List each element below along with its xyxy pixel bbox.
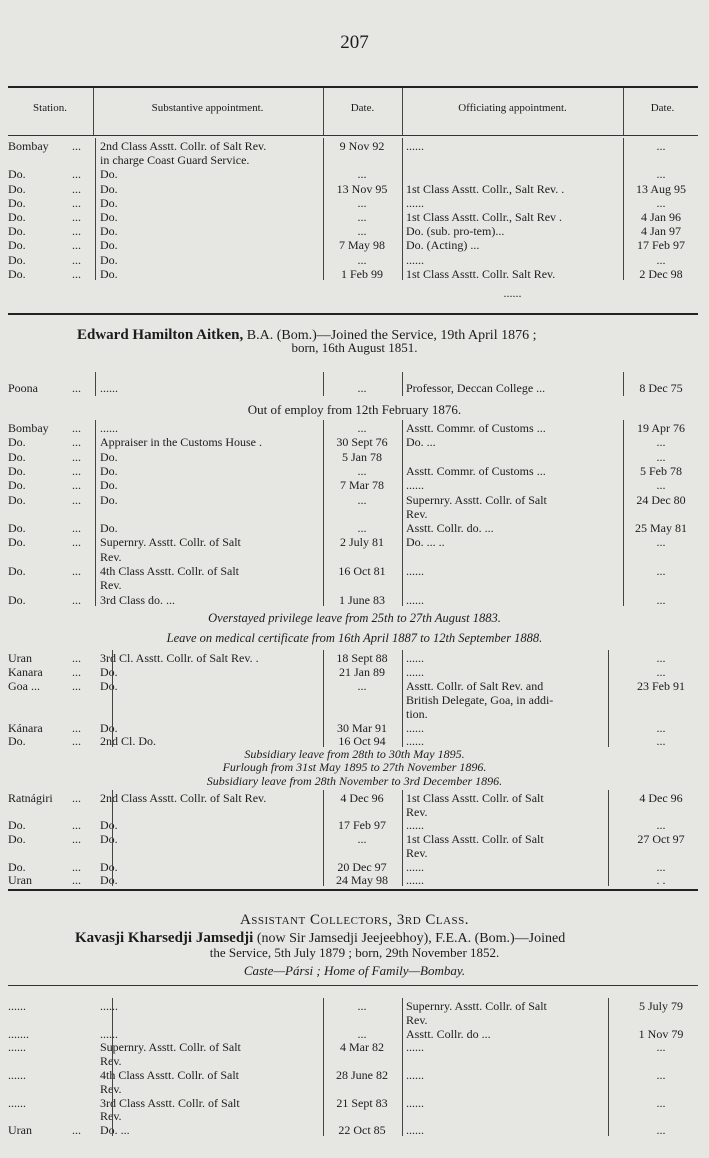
date-cell: 22 Oct 85	[338, 1123, 386, 1138]
substantive-cell: Do.	[100, 873, 118, 888]
substantive-cell: Do.	[100, 210, 118, 224]
date-cell: 13 Nov 95	[336, 181, 388, 196]
officiating-cell: ......	[406, 664, 424, 679]
date-cell-2: ...	[656, 478, 666, 493]
column-rule	[323, 790, 324, 886]
leader-cell: ...	[72, 1123, 81, 1138]
date-cell-2: ...	[656, 195, 666, 210]
leader-cell: ...	[72, 381, 81, 395]
page-number: 207	[340, 32, 369, 53]
officiating-cell: ......	[406, 564, 424, 578]
column-rule	[608, 650, 609, 747]
leader-cell: ...	[72, 421, 81, 435]
substantive-cell: Do.	[100, 678, 118, 693]
column-rule	[402, 998, 403, 1136]
station-cell: ......	[8, 1040, 26, 1055]
substantive-cell: Do.	[100, 238, 118, 253]
station-cell: Do.	[8, 564, 26, 578]
column-rule	[402, 650, 403, 747]
station-cell: Do.	[8, 492, 26, 507]
officiating-cell: tion.	[406, 706, 428, 721]
column-rule	[608, 790, 609, 886]
header-date-2: Date.	[650, 102, 675, 114]
date-cell-2: ...	[656, 734, 666, 749]
date-cell-2: ...	[656, 449, 666, 464]
date-cell-2: ...	[656, 252, 666, 267]
officer-details-2: the Service, 5th July 1879 ; born, 29th November 1852.	[209, 945, 500, 960]
officiating-cell: ......	[406, 1123, 424, 1138]
station-cell: Bombay	[8, 421, 49, 435]
station-cell: Do.	[8, 734, 26, 749]
section-rule	[8, 313, 698, 315]
station-cell: ......	[8, 1068, 26, 1082]
date-cell: ...	[357, 999, 367, 1013]
officiating-cell: ......	[406, 1095, 424, 1110]
column-rule	[402, 88, 403, 135]
date-cell-2: ...	[656, 564, 666, 578]
officiating-cell: Asstt. Collr. do. ...	[406, 521, 494, 536]
officiating-cell: Do. ... ..	[406, 535, 445, 550]
table-cell: ......	[503, 286, 522, 300]
officiating-cell: ......	[406, 478, 424, 493]
date-cell-2: 8 Dec 75	[639, 381, 683, 395]
leader-cell: ...	[72, 252, 81, 267]
date-cell: ...	[357, 521, 367, 536]
leader-cell: ...	[72, 818, 81, 833]
leader-cell: ...	[72, 592, 81, 607]
substantive-cell: Do.	[100, 167, 118, 182]
leader-cell: ...	[72, 664, 81, 679]
leader-cell: ...	[72, 449, 81, 464]
officiating-cell: ......	[406, 1040, 424, 1055]
date-cell-2: ...	[656, 1068, 666, 1082]
date-cell: 30 Mar 91	[337, 720, 387, 735]
date-cell: 24 May 98	[336, 873, 388, 888]
substantive-cell: Do.	[100, 859, 118, 874]
leave-note: Subsidiary leave from 28th to 30th May 1895.	[244, 747, 465, 761]
date-cell: ...	[357, 167, 367, 182]
substantive-cell: Rev.	[100, 549, 122, 564]
column-rule	[95, 372, 96, 396]
substantive-cell: Do.	[100, 492, 118, 507]
date-cell: 1 June 83	[339, 592, 385, 607]
substantive-cell: 2nd Cl. Do.	[100, 734, 157, 749]
officiating-cell: Rev.	[406, 845, 428, 860]
column-rule	[623, 372, 624, 396]
officiating-cell: ......	[406, 1068, 424, 1082]
station-cell: Do.	[8, 449, 26, 464]
leader-cell: ...	[72, 224, 81, 239]
substantive-cell: 4th Class Asstt. Collr. of Salt	[100, 1068, 240, 1082]
date-cell: 30 Sept 76	[336, 435, 388, 450]
officiating-cell: ......	[406, 651, 424, 665]
station-cell: Do.	[8, 535, 26, 550]
date-cell: 17 Feb 97	[338, 818, 386, 833]
substantive-cell: Do.	[100, 224, 118, 239]
officiating-cell: Rev.	[406, 506, 428, 521]
station-cell: Do.	[8, 266, 26, 281]
column-rule	[623, 420, 624, 606]
date-cell: ...	[357, 381, 367, 395]
station-cell: ......	[8, 999, 26, 1013]
officiating-cell: ......	[406, 592, 424, 607]
date-cell: ...	[357, 224, 367, 239]
leader-cell: ...	[72, 859, 81, 874]
leader-cell: ...	[72, 720, 81, 735]
date-cell: 21 Sept 83	[336, 1095, 388, 1110]
date-cell-2: 19 Apr 76	[637, 421, 685, 435]
note: Out of employ from 12th February 1876.	[247, 402, 462, 417]
date-cell: 2 July 81	[339, 535, 384, 550]
station-cell: Do.	[8, 832, 26, 847]
leader-cell: ...	[72, 463, 81, 478]
date-cell-2: 5 July 79	[638, 999, 683, 1013]
date-cell-2: 27 Oct 97	[637, 832, 685, 847]
date-cell-2: ...	[656, 535, 666, 550]
leader-cell: ...	[72, 266, 81, 281]
leader-cell: ...	[72, 492, 81, 507]
date-cell-2: 4 Dec 96	[639, 791, 683, 805]
officiating-cell: Do. (Acting) ...	[406, 238, 480, 253]
header-station: Station.	[33, 102, 67, 114]
station-cell: Bombay	[8, 139, 49, 153]
station-cell: Poona	[8, 381, 38, 395]
date-cell-2: ...	[656, 1095, 666, 1110]
station-cell: Do.	[8, 238, 26, 253]
station-cell: Do.	[8, 592, 26, 607]
officiating-cell: 1st Class Asstt. Collr. of Salt	[406, 832, 544, 847]
station-cell: Kanara	[8, 664, 43, 679]
date-cell: 20 Dec 97	[337, 859, 387, 874]
column-rule	[323, 420, 324, 606]
date-cell-2: ...	[656, 1123, 666, 1138]
leave-note: Subsidiary leave from 28th November to 3rd December 1896.	[206, 774, 503, 788]
officer-birth: born, 16th August 1851.	[291, 340, 418, 355]
leader-cell: ...	[72, 678, 81, 693]
officiating-cell: ......	[406, 252, 424, 267]
officiating-cell: Asstt. Collr. do ...	[406, 1026, 491, 1041]
officiating-cell: Rev.	[406, 1012, 428, 1027]
station-cell: Do.	[8, 210, 26, 224]
substantive-cell: Do.	[100, 521, 118, 536]
date-cell: ...	[357, 492, 367, 507]
station-cell: Uran	[8, 873, 32, 888]
section-rule	[8, 985, 698, 986]
substantive-cell: Do.	[100, 832, 118, 847]
column-rule	[112, 998, 113, 1136]
date-cell-2: ...	[656, 651, 666, 665]
substantive-cell: Rev.	[100, 1081, 122, 1096]
column-rule	[93, 88, 94, 135]
column-rule	[95, 138, 96, 280]
date-cell-2: 4 Jan 97	[641, 224, 681, 239]
top-rule	[8, 86, 698, 88]
date-cell-2: 13 Aug 95	[635, 181, 686, 196]
substantive-cell: ......	[100, 381, 118, 395]
station-cell: .......	[8, 1026, 29, 1041]
substantive-cell: 3rd Cl. Asstt. Collr. of Salt Rev. .	[100, 651, 259, 665]
officiating-cell: 1st Class Asstt. Collr. of Salt	[406, 791, 544, 805]
substantive-cell: Do. ...	[100, 1123, 130, 1138]
leader-cell: ...	[72, 832, 81, 847]
date-cell-2: ...	[656, 1040, 666, 1055]
date-cell: 21 Jan 89	[339, 664, 385, 679]
substantive-cell: Appraiser in the Customs House .	[100, 435, 262, 450]
section-heading: Assistant Collectors, 3rd Class.	[239, 912, 470, 928]
leader-cell: ...	[72, 791, 81, 805]
officiating-cell: ......	[406, 139, 424, 153]
officiating-cell: Do. (sub. pro-tem)...	[406, 224, 505, 239]
column-rule	[402, 420, 403, 606]
column-rule	[402, 790, 403, 886]
substantive-cell: ......	[100, 999, 118, 1013]
substantive-cell: 2nd Class Asstt. Collr. of Salt Rev.	[100, 139, 267, 153]
date-cell: 5 Jan 78	[342, 449, 382, 464]
date-cell: 28 June 82	[336, 1068, 388, 1082]
leader-cell: ...	[72, 521, 81, 536]
date-cell: ...	[357, 252, 367, 267]
station-cell: Goa ...	[8, 678, 40, 693]
officer-details: (now Sir Jamsedji Jeejeebhoy), F.E.A. (Bom.)—Joined	[256, 931, 566, 946]
date-cell-2: ...	[656, 592, 666, 607]
column-rule	[608, 998, 609, 1136]
leader-cell: ...	[72, 564, 81, 578]
station-cell: Do.	[8, 181, 26, 196]
date-cell-2: 25 May 81	[635, 521, 687, 536]
column-rule	[112, 650, 113, 747]
station-cell: Uran	[8, 651, 32, 665]
column-rule	[402, 372, 403, 396]
substantive-cell: Supernry. Asstt. Collr. of Salt	[100, 1040, 241, 1055]
officiating-cell: Asstt. Collr. of Salt Rev. and	[406, 678, 544, 693]
station-cell: Do.	[8, 521, 26, 536]
leave-note: Furlough from 31st May 1895 to 27th November 1896.	[222, 760, 487, 774]
officiating-cell: ......	[406, 734, 424, 749]
substantive-cell: Rev.	[100, 578, 122, 593]
column-rule	[323, 998, 324, 1136]
date-cell: 7 May 98	[339, 238, 385, 253]
column-rule	[323, 88, 324, 135]
date-cell-2: 5 Feb 78	[640, 463, 682, 478]
substantive-cell: 3rd Class do. ...	[100, 592, 175, 607]
substantive-cell: Do.	[100, 478, 118, 493]
substantive-cell: in charge Coast Guard Service.	[100, 153, 250, 168]
date-cell: ...	[357, 421, 367, 435]
substantive-cell: Rev.	[100, 1054, 122, 1069]
officiating-cell: ......	[406, 818, 424, 833]
officiating-cell: 1st Class Asstt. Collr., Salt Rev .	[406, 210, 563, 224]
date-cell: ...	[357, 678, 367, 693]
column-rule	[623, 138, 624, 280]
date-cell: ...	[357, 832, 367, 847]
station-cell: Do.	[8, 478, 26, 493]
column-rule	[402, 138, 403, 280]
leader-cell: ...	[72, 238, 81, 253]
date-cell-2: ...	[656, 139, 666, 153]
date-cell-2: 2 Dec 98	[639, 266, 683, 281]
date-cell-2: ...	[656, 859, 666, 874]
header-date: Date.	[350, 102, 375, 114]
header-substantive: Substantive appointment.	[151, 102, 264, 114]
date-cell-2: 24 Dec 80	[636, 492, 686, 507]
date-cell: 16 Oct 94	[338, 734, 386, 749]
officiating-cell: Rev.	[406, 804, 428, 819]
officiating-cell: ......	[406, 195, 424, 210]
substantive-cell: 3rd Class Asstt. Collr. of Salt	[100, 1095, 240, 1110]
date-cell: ...	[357, 210, 367, 224]
column-rule	[323, 138, 324, 280]
leader-cell: ...	[72, 181, 81, 196]
substantive-cell: Do.	[100, 252, 118, 267]
leave-note: Overstayed privilege leave from 25th to 27th August 1883.	[208, 611, 501, 625]
station-cell: Kánara	[8, 720, 43, 735]
date-cell: ...	[357, 463, 367, 478]
substantive-cell: 2nd Class Asstt. Collr. of Salt Rev.	[100, 791, 267, 805]
station-cell: Do.	[8, 252, 26, 267]
officiating-cell: Do. ...	[406, 435, 436, 450]
officiating-cell: ......	[406, 720, 424, 735]
station-cell: Do.	[8, 195, 26, 210]
date-cell: 1 Feb 99	[341, 266, 383, 281]
officer-name: Kavasji Kharsedji Jamsedji	[75, 930, 254, 946]
column-rule	[112, 790, 113, 886]
leader-cell: ...	[72, 435, 81, 450]
officiating-cell: ......	[406, 873, 424, 888]
officiating-cell: ......	[406, 859, 424, 874]
station-cell: Do.	[8, 435, 26, 450]
officiating-cell: Asstt. Commr. of Customs ...	[406, 463, 546, 478]
substantive-cell: Do.	[100, 195, 118, 210]
officer-details: B.A. (Bom.)—Joined the Service, 19th April 1876 ;	[246, 328, 537, 343]
date-cell-2: ...	[656, 818, 666, 833]
station-cell: ......	[8, 1095, 26, 1110]
substantive-cell: Do.	[100, 463, 118, 478]
station-cell: Do.	[8, 224, 26, 239]
date-cell-2: 17 Feb 97	[637, 238, 685, 253]
leader-cell: ...	[72, 873, 81, 888]
substantive-cell: ......	[100, 421, 118, 435]
leader-cell: ...	[72, 535, 81, 550]
officiating-cell: Supernry. Asstt. Collr. of Salt	[406, 492, 547, 507]
substantive-cell: Supernry. Asstt. Collr. of Salt	[100, 535, 241, 550]
column-rule	[623, 88, 624, 135]
leader-cell: ...	[72, 651, 81, 665]
column-rule	[323, 372, 324, 396]
date-cell-2: 1 Nov 79	[638, 1026, 684, 1041]
substantive-cell: Do.	[100, 181, 118, 196]
substantive-cell: Do.	[100, 720, 118, 735]
station-cell: Do.	[8, 463, 26, 478]
station-cell: Do.	[8, 859, 26, 874]
station-cell: Do.	[8, 818, 26, 833]
substantive-cell: Do.	[100, 266, 118, 281]
officiating-cell: Asstt. Commr. of Customs ...	[406, 421, 546, 435]
date-cell: 16 Oct 81	[338, 564, 386, 578]
officiating-cell: Supernry. Asstt. Collr. of Salt	[406, 999, 547, 1013]
date-cell-2: 23 Feb 91	[637, 678, 685, 693]
date-cell-2: ...	[656, 720, 666, 735]
date-cell: 18 Sept 88	[336, 651, 388, 665]
substantive-cell: 4th Class Asstt. Collr. of Salt	[100, 564, 240, 578]
header-officiating: Officiating appointment.	[458, 102, 567, 114]
date-cell: ...	[357, 1026, 367, 1041]
substantive-cell: Do.	[100, 664, 118, 679]
date-cell: 7 Mar 78	[340, 478, 384, 493]
substantive-cell: ......	[100, 1026, 118, 1041]
officiating-cell: British Delegate, Goa, in addi-	[406, 692, 554, 707]
leader-cell: ...	[72, 167, 81, 182]
station-cell: Do.	[8, 167, 26, 182]
date-cell-2: ...	[656, 664, 666, 679]
date-cell-2: . .	[656, 873, 666, 888]
date-cell: 9 Nov 92	[339, 139, 385, 153]
date-cell: 4 Mar 82	[340, 1040, 384, 1055]
date-cell: ...	[357, 195, 367, 210]
substantive-cell: Do.	[100, 449, 118, 464]
officiating-cell: 1st Class Asstt. Collr., Salt Rev. .	[406, 181, 565, 196]
leader-cell: ...	[72, 478, 81, 493]
leader-cell: ...	[72, 195, 81, 210]
substantive-cell: Rev.	[100, 1109, 122, 1124]
section-rule	[8, 889, 698, 891]
date-cell-2: ...	[656, 167, 666, 182]
leader-cell: ...	[72, 734, 81, 749]
station-cell: Ratnágiri	[8, 791, 53, 805]
column-rule	[323, 650, 324, 747]
officiating-cell: 1st Class Asstt. Collr. Salt Rev.	[406, 266, 556, 281]
leader-cell: ...	[72, 139, 81, 153]
date-cell-2: ...	[656, 435, 666, 450]
officer-name: Edward Hamilton Aitken,	[77, 327, 244, 343]
header-rule	[8, 135, 698, 136]
leader-cell: ...	[72, 210, 81, 224]
officer-caste: Caste—Pársi ; Home of Family—Bombay.	[243, 963, 466, 978]
officiating-cell: Professor, Deccan College ...	[406, 381, 546, 395]
date-cell-2: 4 Jan 96	[641, 210, 681, 224]
leave-note: Leave on medical certificate from 16th April 1887 to 12th September 1888.	[166, 631, 543, 645]
column-rule	[95, 420, 96, 606]
substantive-cell: Do.	[100, 818, 118, 833]
station-cell: Uran	[8, 1123, 32, 1138]
date-cell: 4 Dec 96	[340, 791, 384, 805]
